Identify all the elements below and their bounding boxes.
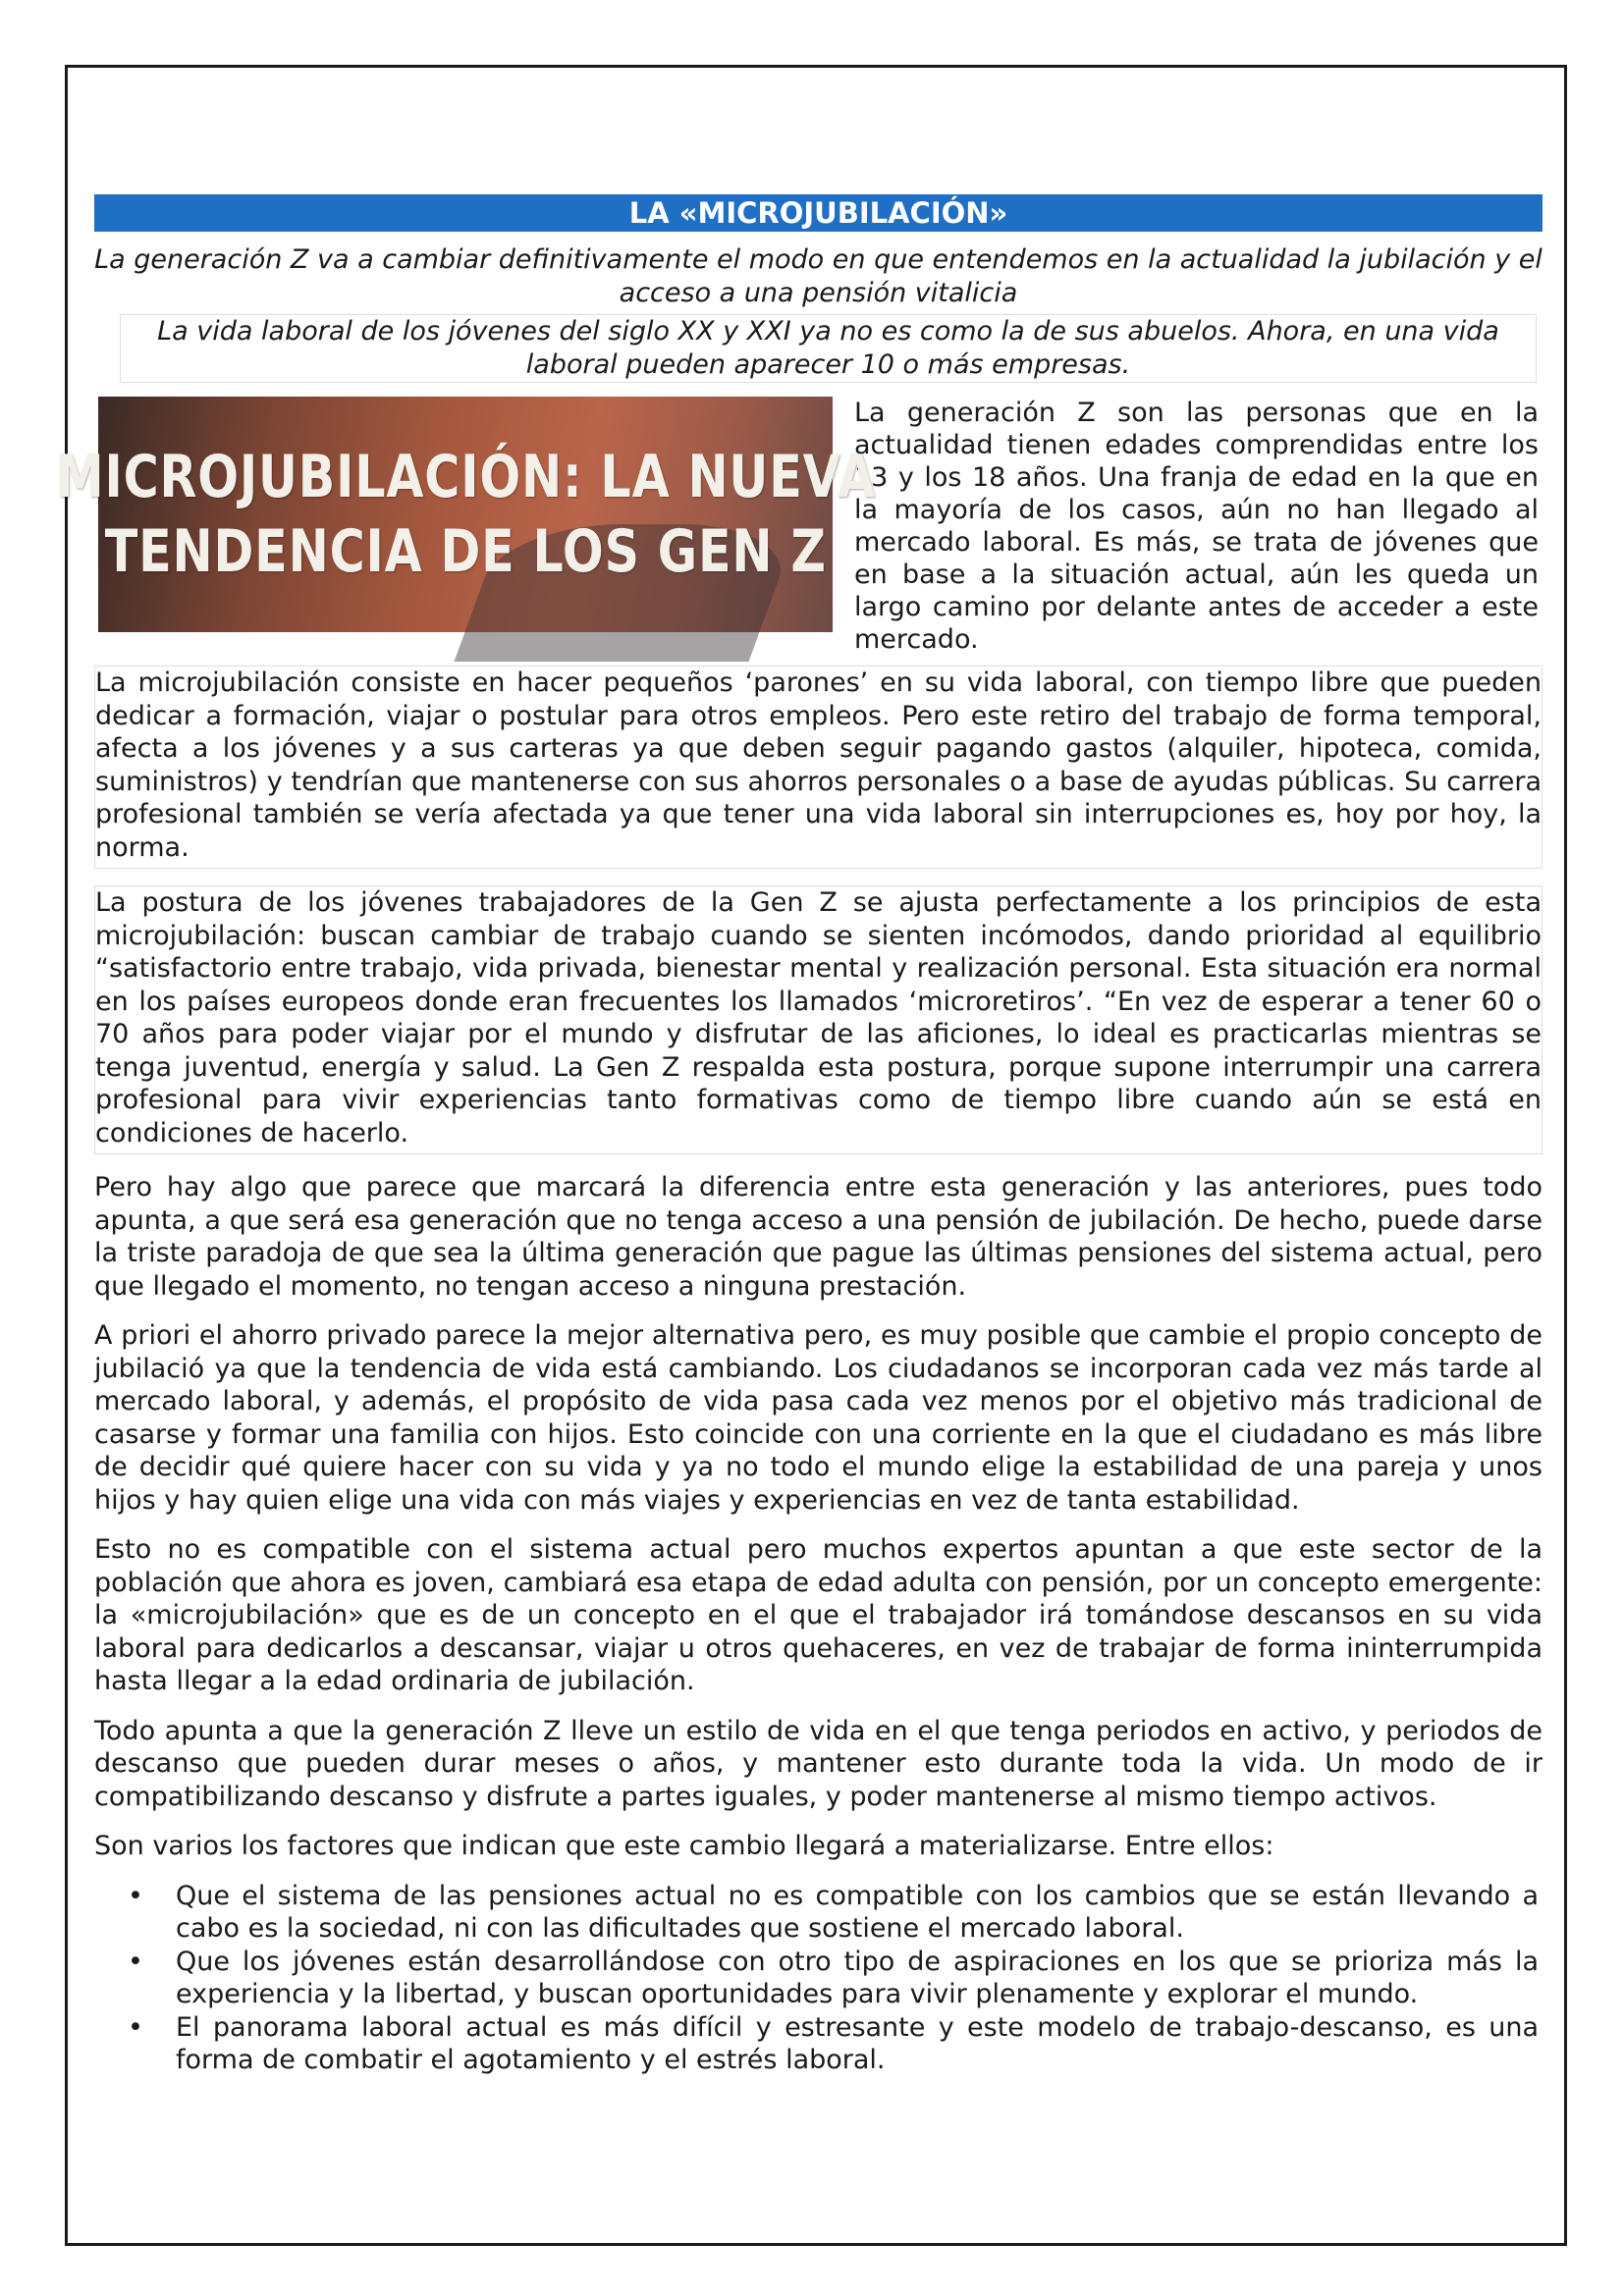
document-title: LA «MICROJUBILACIÓN»	[94, 194, 1543, 232]
list-item: • Que el sistema de las pensiones actual no es compatible con los cambios que se están llevando a cabo es la sociedad, ni con las dificultades que sostiene el mercado laboral.	[176, 1880, 1539, 1946]
banner-image	[55, 397, 876, 632]
intro-section	[55, 397, 1543, 656]
paragraph-3: Pero hay algo que parece que marcará la diferencia entre esta generación y las anteriores, pues todo apunta, a que será esa generación que no tenga acceso a una pensión de jubilación. De hecho, puede darse la triste paradoja de que sea la última generación que pague las últimas pensiones del sistema actual, pero que llegado el momento, no tengan acceso a ninguna prestación.	[94, 1172, 1543, 1302]
banner-line-1: MICROJUBILACIÓN: LA NUEVA	[55, 443, 876, 511]
paragraph-1: La microjubilación consiste en hacer pequeños ‘parones’ en su vida laboral, con tiempo libre que pueden dedicar a formación, viajar o postular para otros empleos. Pero este retiro del trabajo de forma temporal, afecta a los jóvenes y a sus carteras ya que deben seguir pagando gastos (alquiler, hipoteca, comida, suministros) y tendrían que mantenerse con sus ahorros personales o a base de ayudas públicas. Su carrera profesional también se vería afectada ya que tener una vida laboral sin interrupciones es, hoy por hoy, la norma.	[94, 666, 1543, 869]
banner-line-2: TENDENCIA DE LOS GEN Z	[104, 517, 827, 586]
document-subtitle: La generación Z va a cambiar definitivamente el modo en que entendemos en la actualidad la jubilación y el acceso a una pensión vitalicia	[94, 244, 1543, 308]
factors-list	[94, 1880, 1543, 2077]
paragraph-7: Son varios los factores que indican que este cambio llegará a materializarse. Entre ellos:	[94, 1831, 1274, 1861]
paragraph-5: Esto no es compatible con el sistema actual pero muchos expertos apuntan a que este sector de la población que ahora es joven, cambiará esa etapa de edad adulta con pensión, por un concepto emergente: la «microjubilación» que es de un concepto en el que el trabajador irá tomándose descansos en su vida laboral para dedicarlos a descansar, viajar u otros quehaceres, en vez de trabajar de forma ininterrumpida hasta llegar a la edad ordinaria de jubilación.	[94, 1534, 1543, 1696]
lead-paragraph: La vida laboral de los jóvenes del siglo XX y XXI ya no es como la de sus abuelos. Ahora, en una vida laboral pueden aparecer 10 o más empresas.	[120, 314, 1537, 383]
intro-paragraph: La generación Z son las personas que en la actualidad tienen edades comprendidas entre los 13 y los 18 años. Una franja de edad en la que en la mayoría de los casos, aún no han llegado al mercado laboral. Es más, se trata de jóvenes que en base a la situación actual, aún les queda un largo camino por delante antes de acceder a este mercado.	[854, 398, 1539, 655]
paragraph-4: A priori el ahorro privado parece la mejor alternativa pero, es muy posible que cambie el propio concepto de jubilació ya que la tendencia de vida está cambiando. Los ciudadanos se incorporan cada vez más tarde al mercado laboral, y además, el propósito de vida pasa cada vez menos por el objetivo más tradicional de casarse y formar una familia con hijos. Esto coincide con una corriente en la que el ciudadano es más libre de decidir qué quiere hacer con su vida y ya no todo el mundo elige la estabilidad de una pareja y unos hijos y hay quien elige una vida con más viajes y experiencias en vez de tanta estabilidad.	[94, 1320, 1543, 1516]
list-item: • El panorama laboral actual es más difícil y estresante y este modelo de trabajo-descanso, es una forma de combatir el agotamiento y el estrés laboral.	[176, 2011, 1539, 2077]
list-item: • Que los jóvenes están desarrollándose con otro tipo de aspiraciones en los que se prioriza más la experiencia y la libertad, y buscan oportunidades para vivir plenamente y explorar el mundo.	[176, 1946, 1539, 2011]
document-body	[55, 194, 1543, 2077]
paragraph-2: La postura de los jóvenes trabajadores de la Gen Z se ajusta perfectamente a los principios de esta microjubilación: buscan cambiar de trabajo cuando se sienten incómodos, dando prioridad al equilibrio “satisfactorio entre trabajo, vida privada, bienestar mental y realización personal. Esta situación era normal en los países europeos donde eran frecuentes los llamados ‘microretiros’. “En vez de esperar a tener 60 o 70 años para poder viajar por el mundo y disfrutar de las aficiones, lo ideal es practicarlas mientras se tenga juventud, energía y salud. La Gen Z respalda esta postura, porque supone interrumpir una carrera profesional para vivir experiencias tanto formativas como de tiempo libre cuando aún se está en condiciones de hacerlo.	[94, 885, 1543, 1154]
paragraph-6: Todo apunta a que la generación Z lleve un estilo de vida en el que tenga periodos en activo, y periodos de descanso que pueden durar meses o años, y mantener esto durante toda la vida. Un modo de ir compatibilizando descanso y disfrute a partes iguales, y poder mantenerse al mismo tiempo activos.	[94, 1715, 1543, 1812]
